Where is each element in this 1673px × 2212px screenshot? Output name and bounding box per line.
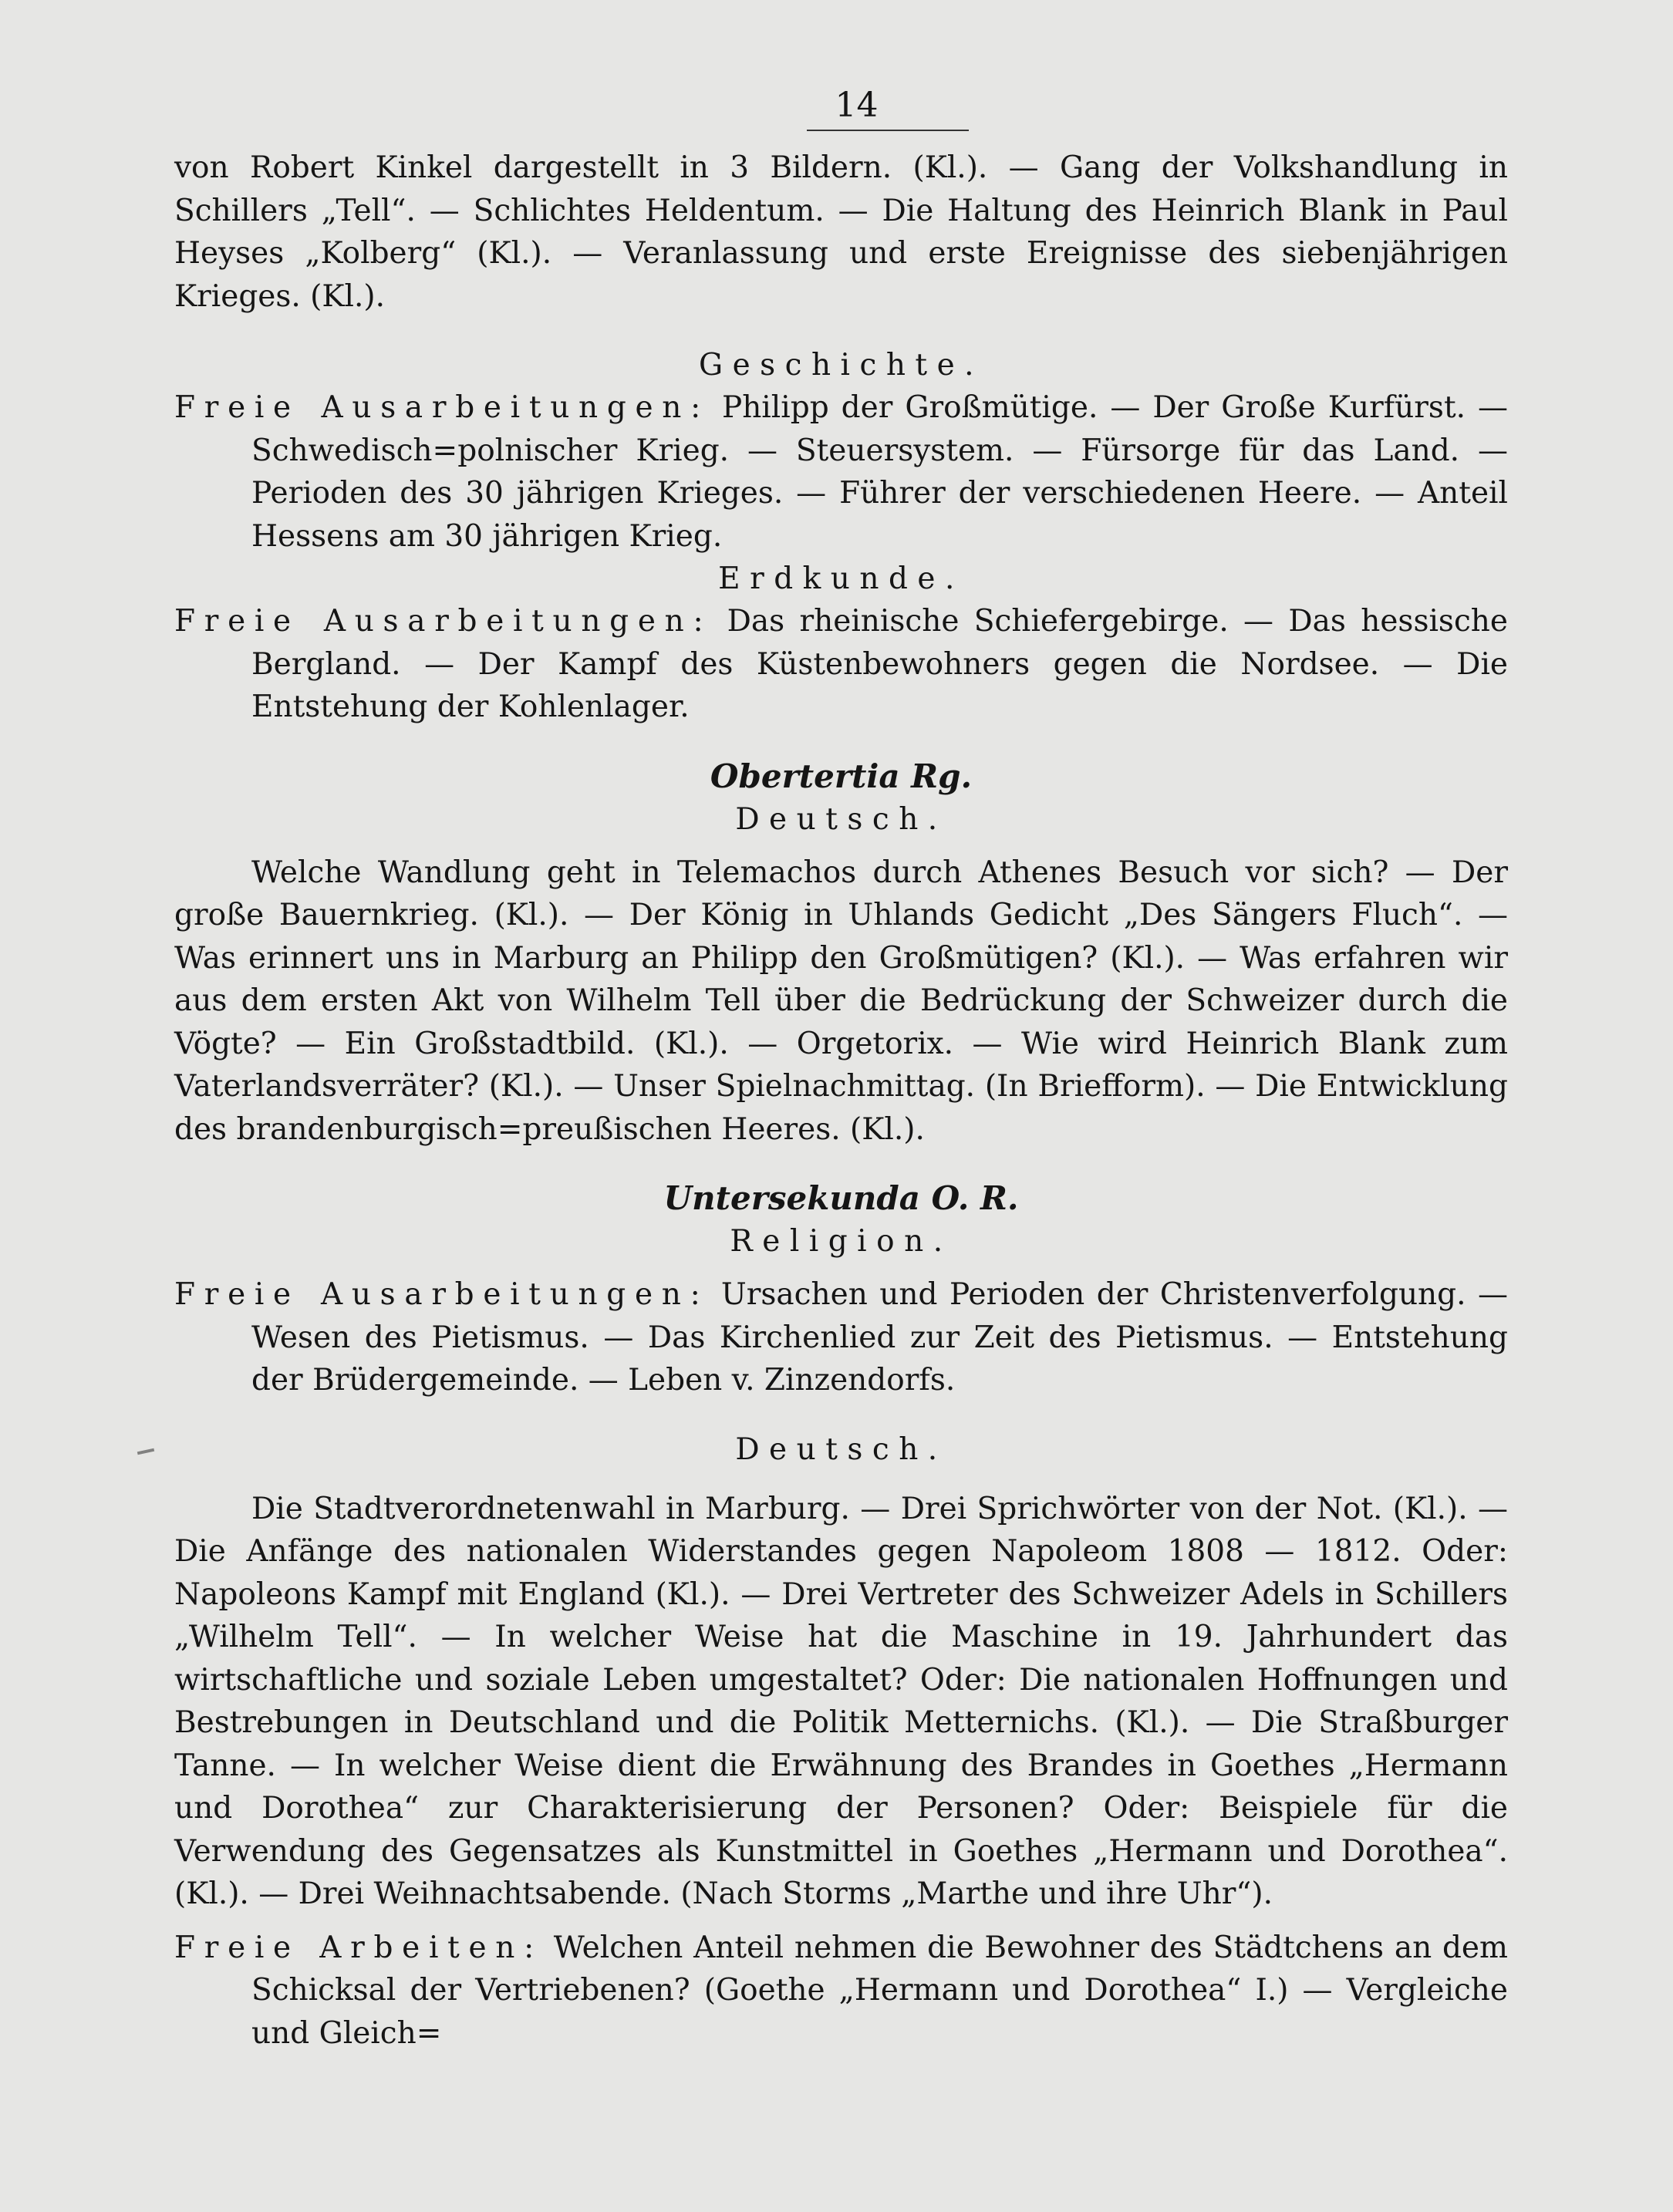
free-work-label: Freie Arbeiten: — [174, 1930, 543, 1965]
free-work-label: Freie Ausarbeitungen: — [174, 390, 710, 425]
religion-text: Ursachen und Perioden der Christenverfolgung. — Wesen des Pietismus. — Das Kirchenlied zur Zeit des Pietismus. — Entstehung der Brüdergemeinde. — Leben v. Zinzendorfs. — [251, 1277, 1508, 1398]
geschichte-text: Philipp der Großmütige. — Der Große Kurfürst. — Schwedisch=polnischer Krieg. — Steuersystem. — Fürsorge für das Land. — Perioden des 30 jährigen Krieges. — Führer der verschiedenen Heere. — Anteil Hessens am 30 jährigen Krieg. — [251, 390, 1508, 554]
intro-paragraph: von Robert Kinkel dargestellt in 3 Bildern. (Kl.). — Gang der Volkshandlung in Schillers „Tell“. — Schlichtes Heldentum. — Die Haltung des Heinrich Blank in Paul Heyses „Kolberg“ (Kl.). — Veranlassung und erste Ereignisse des siebenjährigen Krieges. (Kl.). — [174, 150, 1508, 314]
class-heading-untersekunda: Untersekunda O. R. — [663, 1179, 1019, 1217]
class-heading-obertertia: Obertertia Rg. — [710, 757, 973, 795]
religion-paragraph — [174, 1273, 1508, 1402]
free-work-label: Freie Ausarbeitungen: — [174, 604, 713, 639]
section-heading-geschichte: Geschichte. — [698, 348, 984, 383]
section-heading-religion: Religion. — [730, 1224, 953, 1259]
margin-mark — [137, 1448, 154, 1455]
section-heading-deutsch: Deutsch. — [735, 801, 947, 837]
page-number-rule — [807, 130, 969, 131]
section-heading-deutsch: Deutsch. — [735, 1431, 947, 1467]
geschichte-paragraph — [174, 386, 1508, 558]
untersekunda-deutsch-paragraph: Die Stadtverordnetenwahl in Marburg. — Drei Sprichwörter von der Not. (Kl.). — Die Anfänge des nationalen Widerstandes gegen Napoleom 1808 — 1812. Oder: Napoleons Kampf mit England (Kl.). — Drei Vertreter des Schweizer Adels in Schillers „Wilhelm Tell“. — In welcher Weise hat die Maschine in 19. Jahrhundert das wirtschaftliche und soziale Leben umgestaltet? Oder: Die nationalen Hoffnungen und Bestrebungen in Deutschland und die Politik Metternichs. (Kl.). — Die Straßburger Tanne. — In welcher Weise dient die Erwähnung des Brandes in Goethes „Hermann und Dorothea“ zur Charakterisierung der Personen? Oder: Beispiele für die Verwendung des Gegensatzes als Kunstmittel in Goethes „Hermann und Dorothea“. (Kl.). — Drei Weihnachtsabende. (Nach Storms „Marthe und ihre Uhr“). — [174, 1491, 1508, 1911]
obertertia-deutsch-paragraph: Welche Wandlung geht in Telemachos durch Athenes Besuch vor sich? — Der große Bauernkrieg. (Kl.). — Der König in Uhlands Gedicht „Des Sängers Fluch“. — Was erinnert uns in Marburg an Philipp den Großmütigen? (Kl.). — Was erfahren wir aus dem ersten Akt von Wilhelm Tell über die Bedrückung der Schweizer durch die Vögte? — Ein Großstadtbild. (Kl.). — Orgetorix. — Wie wird Heinrich Blank zum Vaterlandsverräter? (Kl.). — Unser Spielnachmittag. (In Briefform). — Die Entwicklung des brandenburgisch=preußischen Heeres. (Kl.). — [174, 855, 1508, 1147]
erdkunde-text: Das rheinische Schiefergebirge. — Das hessische Bergland. — Der Kampf des Küstenbewohners gegen die Nordsee. — Die Entstehung der Kohlenlager. — [251, 604, 1508, 724]
section-heading-erdkunde: Erdkunde. — [718, 561, 964, 596]
free-work-text: Welchen Anteil nehmen die Bewohner des Städtchens an dem Schicksal der Vertriebenen? (Goethe „Hermann und Dorothea“ I.) — Vergleiche und Gleich= — [251, 1930, 1508, 2051]
free-work-paragraph — [174, 1927, 1508, 2055]
erdkunde-paragraph — [174, 600, 1508, 729]
free-work-label: Freie Ausarbeitungen: — [174, 1277, 710, 1312]
page-number: 14 — [835, 86, 879, 125]
